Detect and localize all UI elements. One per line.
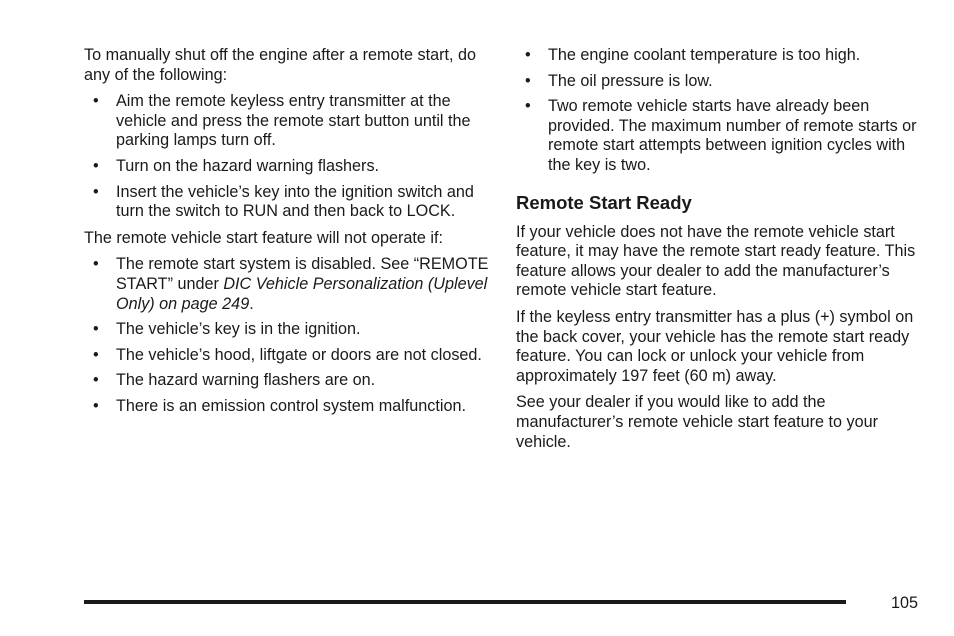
right-column — [516, 46, 926, 459]
list-item: • Turn on the hazard warning flashers. — [93, 156, 380, 175]
bullet-icon: • — [93, 255, 99, 274]
not-operate-intro: The remote vehicle start feature will not operate if: — [84, 228, 443, 247]
page-reference-link[interactable]: DIC Vehicle Personalization (Uplevel Only) on page 249 — [116, 274, 488, 313]
bullet-icon: • — [93, 396, 99, 415]
section-heading: Remote Start Ready — [516, 191, 692, 213]
list-item: • The oil pressure is low. — [525, 71, 713, 90]
not-operate-list — [84, 255, 494, 416]
shutoff-list — [84, 92, 494, 222]
bullet-icon: • — [93, 320, 99, 339]
left-column — [84, 46, 494, 424]
remote-start-ready-para-1: If your vehicle does not have the remote vehicle start feature, it may have the remote start ready feature. This feature allows your dealer to add the manufacturer’s remote vehicle start feature. — [516, 222, 916, 300]
remote-start-ready-para-2: If the keyless entry transmitter has a plus (+) symbol on the back cover, your vehicle has the remote start ready feature. You can lock or unlock your vehicle from approximately 197 feet (60 m) away. — [516, 307, 914, 385]
footer-rule — [84, 600, 846, 604]
list-item: • Aim the remote keyless entry transmitter at the vehicle and press the remote start button until the parking lamps turn off. — [93, 92, 471, 150]
list-item: • There is an emission control system malfunction. — [93, 396, 466, 415]
bullet-icon: • — [93, 92, 99, 111]
page-number: 105 — [890, 594, 918, 612]
list-item: • Two remote vehicle starts have already been provided. The maximum number of remote starts or remote start attempts between ignition cycles with the key is two. — [525, 97, 917, 174]
bullet-icon: • — [93, 345, 99, 364]
list-item: • The vehicle’s hood, liftgate or doors are not closed. — [93, 345, 482, 364]
list-item: • The engine coolant temperature is too high. — [525, 46, 861, 64]
list-item: • The remote start system is disabled. See “REMOTE START” under DIC Vehicle Personalization (Uplevel Only) on page 249. — [93, 255, 489, 313]
not-operate-list-continued — [516, 46, 926, 176]
remote-start-ready-para-3: See your dealer if you would like to add the manufacturer’s remote vehicle start feature to your vehicle. — [516, 393, 878, 451]
bullet-icon: • — [525, 71, 531, 90]
bullet-icon: • — [525, 46, 531, 64]
shutoff-intro: To manually shut off the engine after a remote start, do any of the following: — [84, 46, 477, 84]
bullet-icon: • — [93, 156, 99, 175]
list-item: • The vehicle’s key is in the ignition. — [93, 320, 361, 339]
bullet-icon: • — [93, 371, 99, 390]
bullet-icon: • — [93, 182, 99, 201]
list-item: • Insert the vehicle’s key into the ignition switch and turn the switch to RUN and then back to LOCK. — [93, 182, 474, 221]
bullet-icon: • — [525, 97, 531, 116]
list-item: • The hazard warning flashers are on. — [93, 371, 376, 390]
